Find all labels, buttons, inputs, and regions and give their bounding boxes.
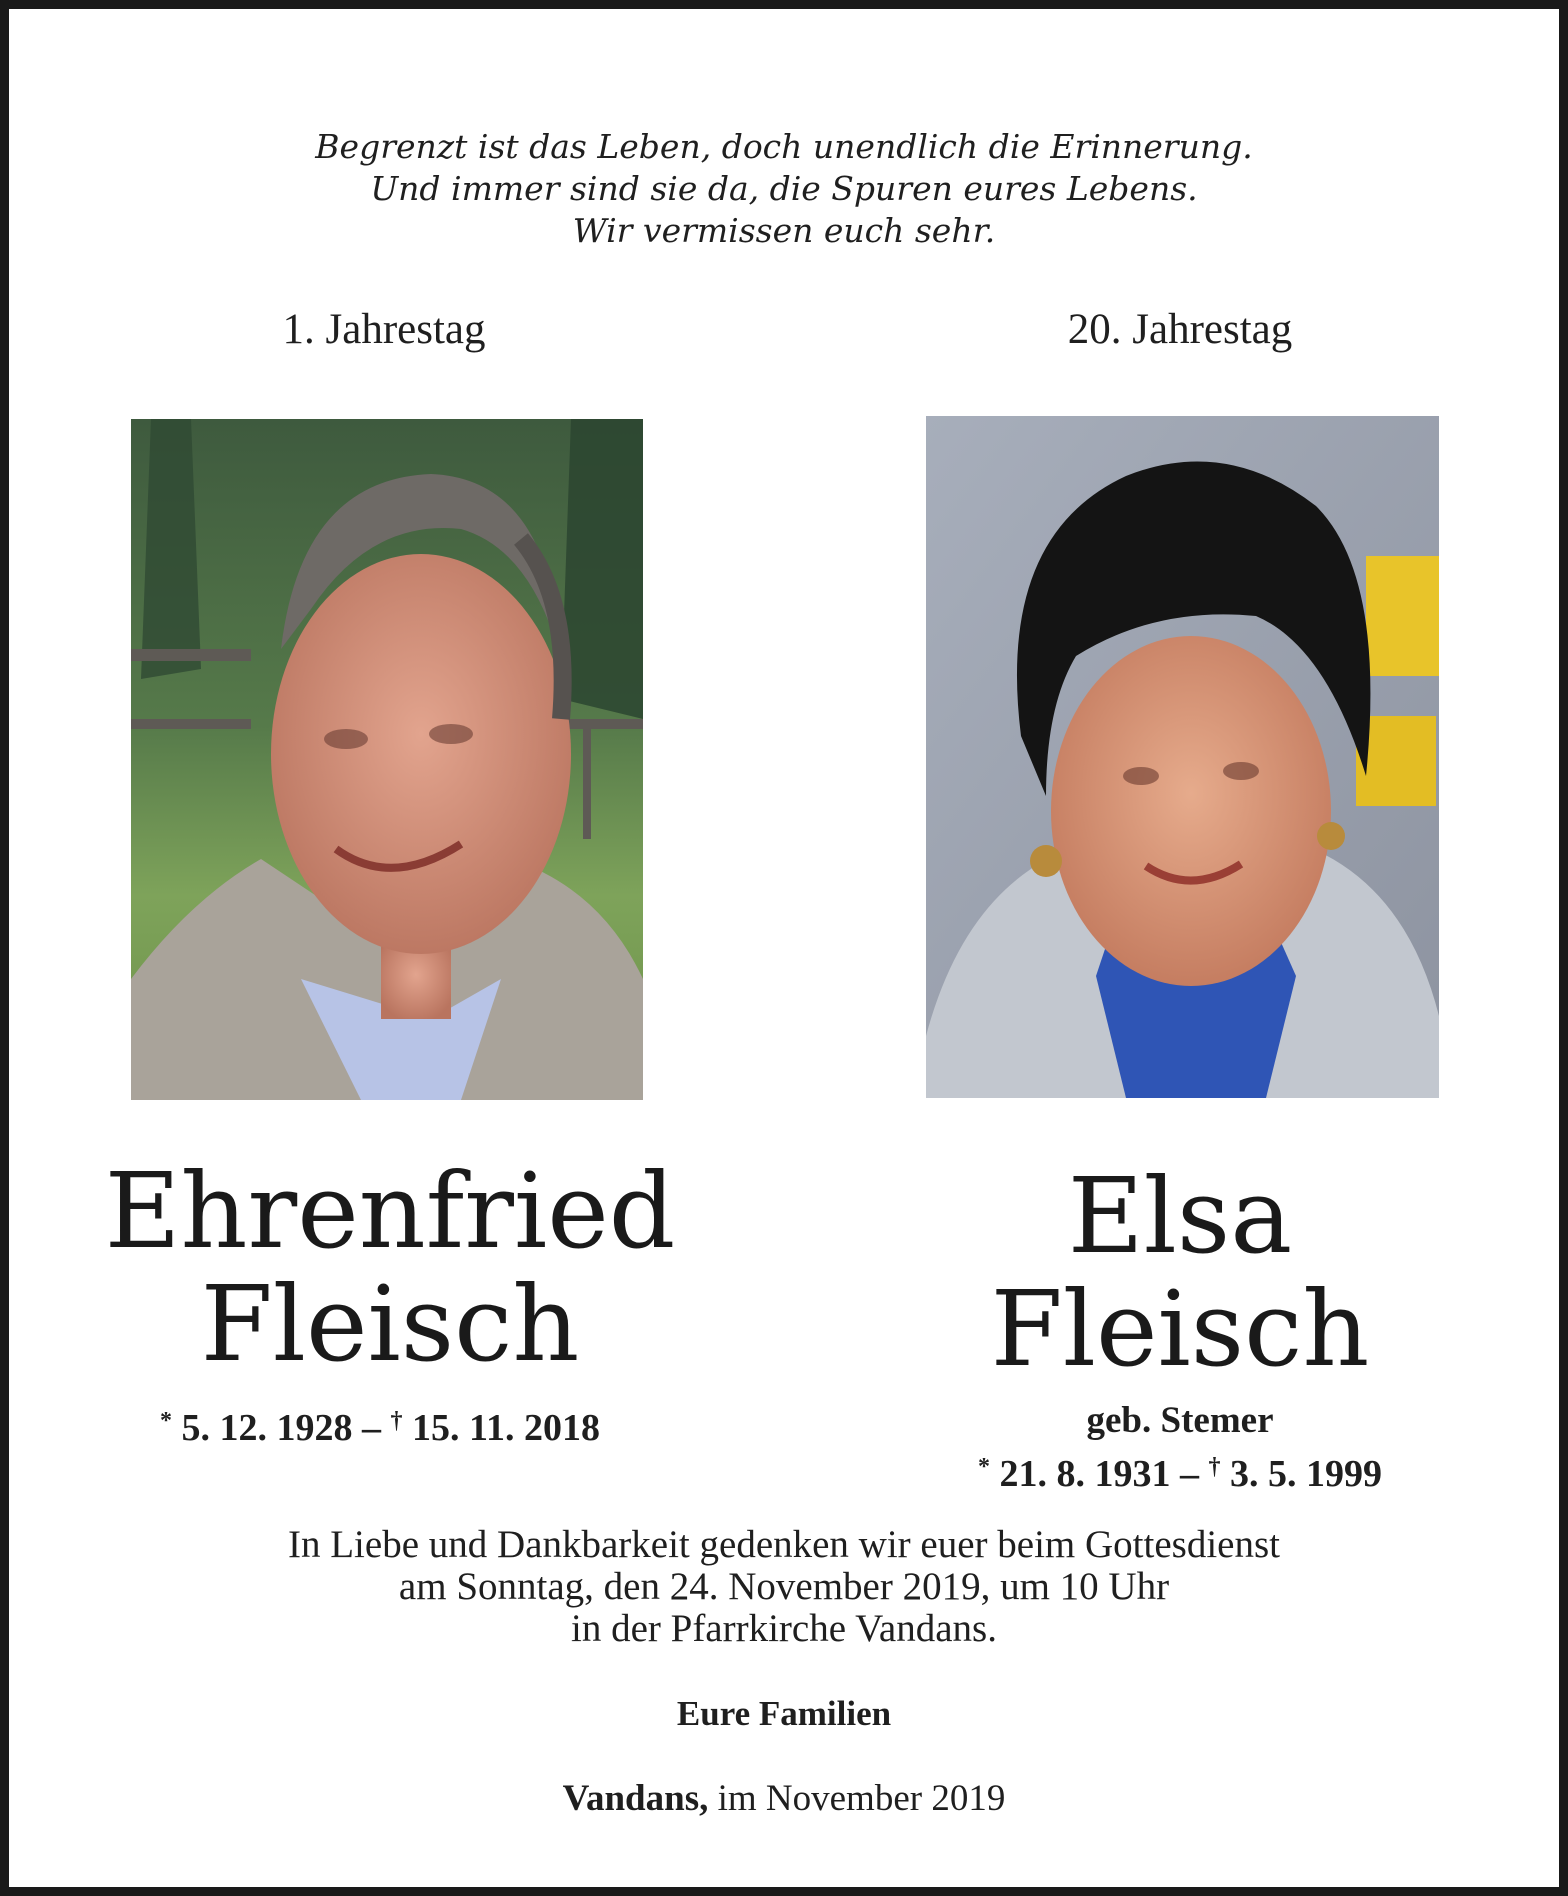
death-date: 15. 11. 2018 (412, 1407, 600, 1449)
life-dates-ehrenfried (130, 1398, 630, 1451)
service-line-1: In Liebe und Dankbarkeit gedenken wir euer beim Gottesdienst (287, 1523, 1280, 1566)
date-separator: – (1180, 1453, 1199, 1495)
last-name: Fleisch (200, 1263, 580, 1385)
motto-quote (0, 126, 1568, 252)
first-name: Elsa (1067, 1155, 1293, 1277)
birth-date: 5. 12. 1928 (181, 1407, 353, 1449)
month-year: im November 2019 (717, 1778, 1006, 1819)
anniversary-right: 20. Jahrestag (1067, 306, 1293, 353)
maiden-name: geb. Stemer (1086, 1400, 1274, 1441)
motto-line-3: Wir vermissen euch sehr. (572, 211, 996, 250)
service-line-3: in der Pfarrkirche Vandans. (571, 1607, 997, 1650)
birth-symbol: * (160, 1408, 173, 1434)
deceased-name-elsa (870, 1155, 1490, 1390)
portrait-photo-elsa (926, 416, 1439, 1098)
deceased-name-ehrenfried (80, 1150, 700, 1385)
death-symbol: † (1208, 1454, 1221, 1480)
service-line-2: am Sonntag, den 24. November 2019, um 10 Uhr (398, 1565, 1170, 1608)
motto-line-1: Begrenzt ist das Leben, doch unendlich die Erinnerung. (315, 127, 1253, 166)
family-signature: Eure Familien (676, 1694, 892, 1733)
town: Vandans, (562, 1778, 709, 1819)
motto-line-2: Und immer sind sie da, die Spuren eures Lebens. (370, 169, 1198, 208)
first-name: Ehrenfried (104, 1150, 676, 1272)
life-dates-elsa (900, 1444, 1460, 1497)
last-name: Fleisch (990, 1268, 1370, 1390)
service-announcement (0, 1524, 1568, 1650)
death-symbol: † (390, 1408, 403, 1434)
birth-symbol: * (978, 1454, 990, 1480)
place-and-date (0, 1777, 1568, 1821)
portrait-photo-ehrenfried (131, 419, 643, 1100)
date-separator: – (362, 1407, 382, 1449)
anniversary-left: 1. Jahrestag (282, 306, 486, 353)
death-date: 3. 5. 1999 (1230, 1453, 1382, 1495)
birth-date: 21. 8. 1931 (999, 1453, 1171, 1495)
